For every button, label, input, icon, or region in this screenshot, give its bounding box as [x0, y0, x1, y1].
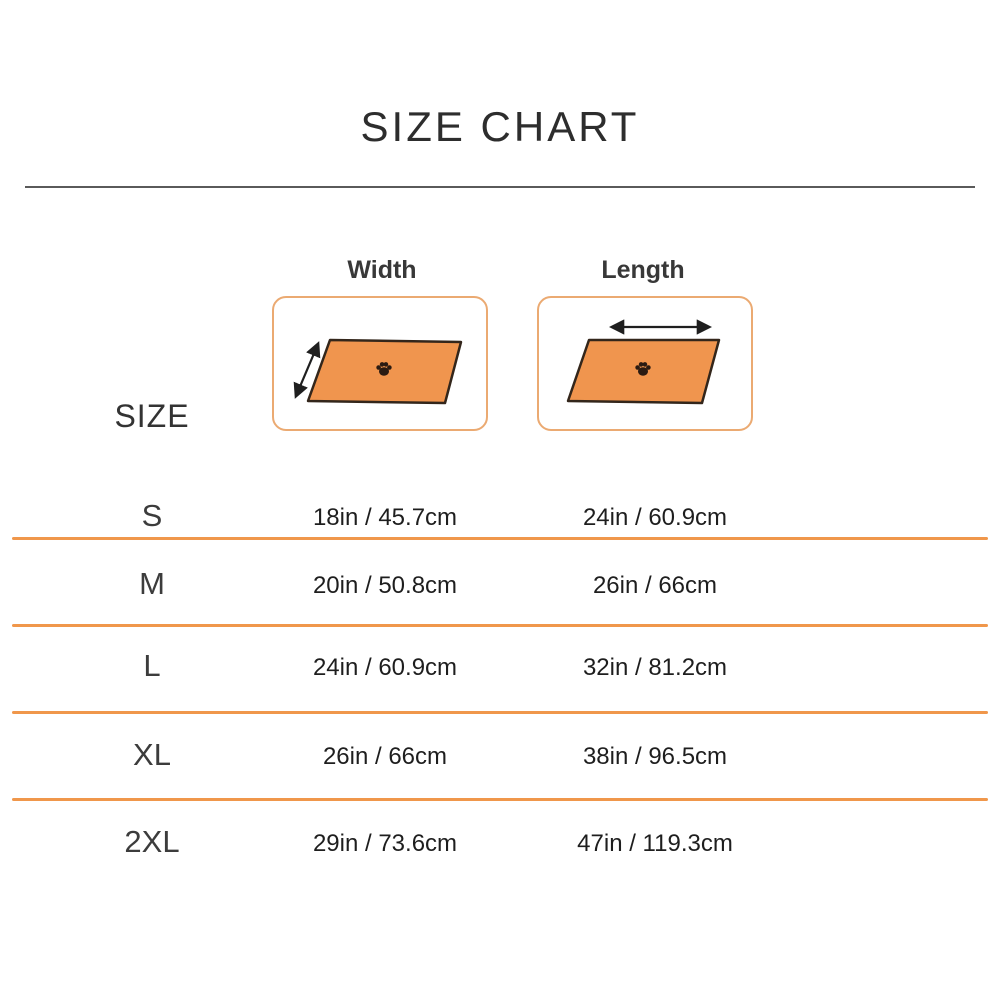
row-l-width: 24in / 60.9cm [312, 654, 458, 681]
row-2xl-width: 29in / 73.6cm [312, 830, 458, 857]
column-header-width: Width [347, 256, 417, 284]
row-separator [12, 711, 988, 714]
row-2xl-length: 47in / 119.3cm [577, 830, 733, 857]
row-s-length: 24in / 60.9cm [582, 504, 728, 531]
length-diagram-icon [539, 298, 751, 429]
width-diagram-box [272, 296, 488, 431]
length-diagram-box [537, 296, 753, 431]
row-xl-size: XL [133, 737, 171, 772]
column-header-size: SIZE [114, 398, 190, 434]
row-separator [12, 798, 988, 801]
width-diagram-icon [274, 298, 486, 429]
row-l-size: L [143, 648, 161, 683]
row-m-width: 20in / 50.8cm [312, 572, 458, 599]
row-separator [12, 537, 988, 540]
row-l-length: 32in / 81.2cm [582, 654, 728, 681]
row-2xl-size: 2XL [124, 824, 180, 859]
row-xl-width: 26in / 66cm [322, 743, 448, 770]
row-xl-length: 38in / 96.5cm [582, 743, 728, 770]
column-header-length: Length [601, 256, 685, 284]
row-m-size: M [139, 566, 165, 601]
title-divider [25, 186, 975, 188]
page-title: SIZE CHART [360, 103, 640, 150]
row-separator [12, 624, 988, 627]
row-s-size: S [141, 498, 163, 533]
row-s-width: 18in / 45.7cm [312, 504, 458, 531]
row-m-length: 26in / 66cm [592, 572, 718, 599]
